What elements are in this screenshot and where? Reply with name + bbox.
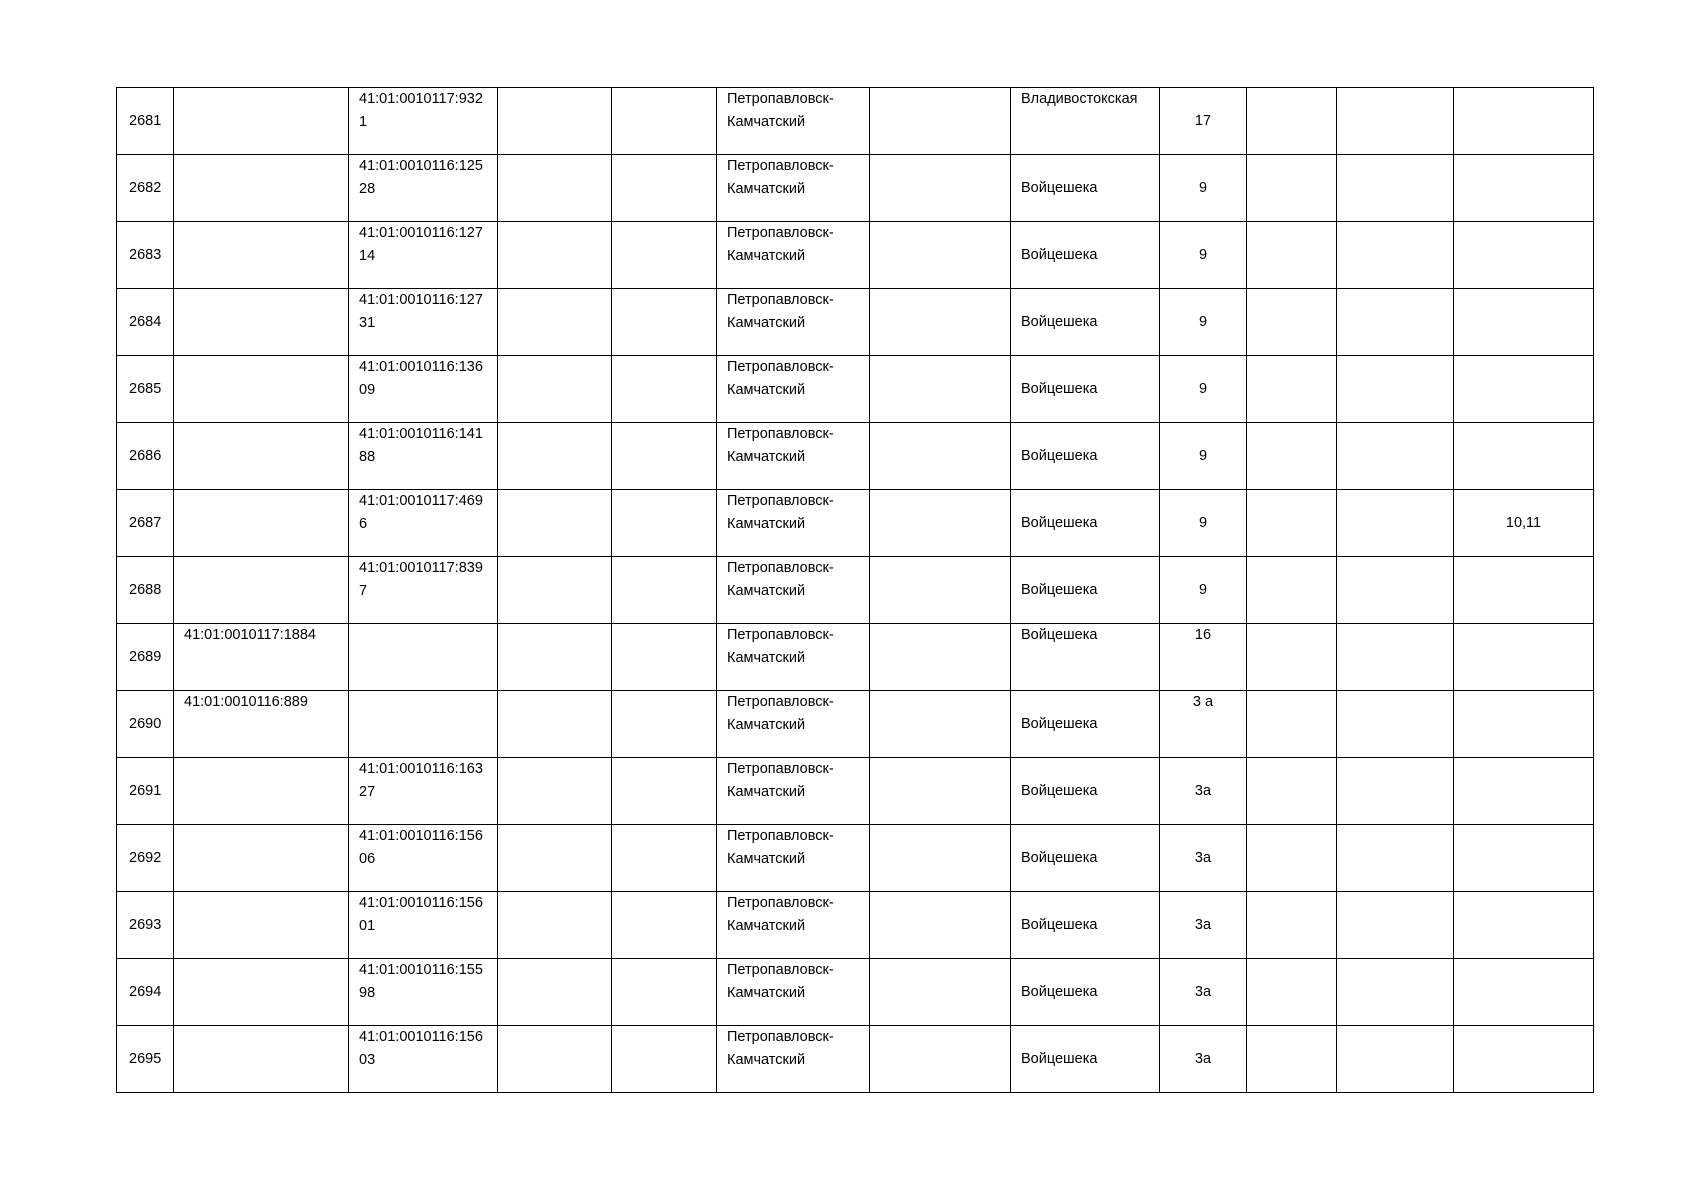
empty-cell bbox=[1247, 289, 1337, 356]
extra-number-cell bbox=[1454, 691, 1594, 758]
city-text: Петропавловск-Камчатский bbox=[727, 761, 834, 800]
row-number-cell bbox=[117, 825, 174, 892]
empty-cell bbox=[1337, 892, 1454, 959]
row-number-text: 2691 bbox=[129, 782, 162, 799]
object-cadastral-number-cell bbox=[349, 423, 498, 490]
city-cell bbox=[717, 758, 870, 825]
extra-number-text: 10,11 bbox=[1505, 514, 1542, 531]
empty-cell bbox=[870, 289, 1011, 356]
row-number-text: 2694 bbox=[129, 983, 162, 1000]
empty-cell bbox=[498, 691, 612, 758]
empty-cell bbox=[870, 624, 1011, 691]
house-number-text: 16 bbox=[1194, 627, 1212, 643]
object-cadastral-number-cell bbox=[349, 624, 498, 691]
empty-cell bbox=[612, 1026, 717, 1093]
row-number-text: 2686 bbox=[129, 447, 162, 464]
row-number-cell bbox=[117, 423, 174, 490]
object-cadastral-number-text: 41:01:0010116:15601 bbox=[359, 895, 483, 934]
address-register-table bbox=[116, 87, 1594, 1093]
object-cadastral-number-text: 41:01:0010117:9321 bbox=[359, 91, 483, 130]
empty-cell bbox=[1247, 356, 1337, 423]
empty-cell bbox=[498, 1026, 612, 1093]
empty-cell bbox=[498, 222, 612, 289]
city-text: Петропавловск-Камчатский bbox=[727, 158, 834, 197]
empty-cell bbox=[1247, 691, 1337, 758]
house-number-text: 3а bbox=[1194, 849, 1212, 866]
object-cadastral-number-text: 41:01:0010116:12528 bbox=[359, 158, 483, 197]
street-text: Войцешека bbox=[1021, 246, 1098, 263]
house-number-text: 9 bbox=[1198, 514, 1208, 531]
table-body bbox=[117, 88, 1594, 1093]
land-cadastral-number-cell bbox=[174, 490, 349, 557]
empty-cell bbox=[870, 356, 1011, 423]
empty-cell bbox=[612, 959, 717, 1026]
extra-number-cell bbox=[1454, 892, 1594, 959]
table-row bbox=[117, 557, 1594, 624]
row-number-text: 2681 bbox=[129, 112, 162, 129]
street-text: Войцешека bbox=[1021, 380, 1098, 397]
land-cadastral-number-cell bbox=[174, 892, 349, 959]
empty-cell bbox=[498, 356, 612, 423]
empty-cell bbox=[870, 1026, 1011, 1093]
table-row bbox=[117, 356, 1594, 423]
street-cell bbox=[1011, 691, 1160, 758]
empty-cell bbox=[1247, 557, 1337, 624]
row-number-text: 2690 bbox=[129, 715, 162, 732]
object-cadastral-number-cell bbox=[349, 825, 498, 892]
empty-cell bbox=[498, 155, 612, 222]
empty-cell bbox=[1337, 356, 1454, 423]
house-number-cell bbox=[1160, 289, 1247, 356]
house-number-cell bbox=[1160, 892, 1247, 959]
land-cadastral-number-cell bbox=[174, 155, 349, 222]
empty-cell bbox=[1247, 624, 1337, 691]
empty-cell bbox=[612, 289, 717, 356]
extra-number-cell bbox=[1454, 490, 1594, 557]
empty-cell bbox=[870, 825, 1011, 892]
house-number-text: 3а bbox=[1194, 916, 1212, 933]
row-number-cell bbox=[117, 356, 174, 423]
empty-cell bbox=[870, 222, 1011, 289]
extra-number-cell bbox=[1454, 624, 1594, 691]
row-number-text: 2684 bbox=[129, 313, 162, 330]
street-text: Войцешека bbox=[1021, 983, 1098, 1000]
city-cell bbox=[717, 892, 870, 959]
extra-number-cell bbox=[1454, 825, 1594, 892]
empty-cell bbox=[1247, 758, 1337, 825]
street-text: Владивостокская bbox=[1021, 91, 1138, 107]
city-cell bbox=[717, 1026, 870, 1093]
city-text: Петропавловск-Камчатский bbox=[727, 359, 834, 398]
empty-cell bbox=[1337, 959, 1454, 1026]
empty-cell bbox=[1247, 959, 1337, 1026]
row-number-cell bbox=[117, 490, 174, 557]
row-number-text: 2688 bbox=[129, 581, 162, 598]
empty-cell bbox=[1337, 557, 1454, 624]
empty-cell bbox=[1337, 88, 1454, 155]
row-number-text: 2682 bbox=[129, 179, 162, 196]
table-row bbox=[117, 825, 1594, 892]
house-number-cell bbox=[1160, 557, 1247, 624]
table-row bbox=[117, 155, 1594, 222]
empty-cell bbox=[612, 155, 717, 222]
empty-cell bbox=[612, 691, 717, 758]
empty-cell bbox=[870, 423, 1011, 490]
house-number-text: 3а bbox=[1194, 983, 1212, 1000]
extra-number-cell bbox=[1454, 155, 1594, 222]
empty-cell bbox=[1337, 825, 1454, 892]
empty-cell bbox=[1337, 155, 1454, 222]
row-number-text: 2683 bbox=[129, 246, 162, 263]
house-number-text: 17 bbox=[1194, 112, 1212, 129]
row-number-cell bbox=[117, 222, 174, 289]
extra-number-cell bbox=[1454, 758, 1594, 825]
row-number-cell bbox=[117, 892, 174, 959]
empty-cell bbox=[498, 88, 612, 155]
object-cadastral-number-cell bbox=[349, 490, 498, 557]
street-text: Войцешека bbox=[1021, 313, 1098, 330]
house-number-text: 3а bbox=[1194, 782, 1212, 799]
table-row bbox=[117, 490, 1594, 557]
house-number-cell bbox=[1160, 1026, 1247, 1093]
house-number-text: 9 bbox=[1198, 246, 1208, 263]
street-cell bbox=[1011, 959, 1160, 1026]
house-number-cell bbox=[1160, 758, 1247, 825]
object-cadastral-number-cell bbox=[349, 557, 498, 624]
city-text: Петропавловск-Камчатский bbox=[727, 560, 834, 599]
empty-cell bbox=[1337, 691, 1454, 758]
empty-cell bbox=[612, 423, 717, 490]
land-cadastral-number-cell bbox=[174, 959, 349, 1026]
table-row bbox=[117, 959, 1594, 1026]
city-text: Петропавловск-Камчатский bbox=[727, 828, 834, 867]
city-cell bbox=[717, 155, 870, 222]
street-cell bbox=[1011, 289, 1160, 356]
house-number-text: 9 bbox=[1198, 313, 1208, 330]
house-number-text: 9 bbox=[1198, 380, 1208, 397]
extra-number-cell bbox=[1454, 1026, 1594, 1093]
empty-cell bbox=[612, 624, 717, 691]
empty-cell bbox=[1247, 825, 1337, 892]
land-cadastral-number-cell bbox=[174, 423, 349, 490]
land-cadastral-number-cell bbox=[174, 825, 349, 892]
house-number-cell bbox=[1160, 959, 1247, 1026]
empty-cell bbox=[1337, 289, 1454, 356]
empty-cell bbox=[498, 423, 612, 490]
street-cell bbox=[1011, 1026, 1160, 1093]
house-number-cell bbox=[1160, 490, 1247, 557]
city-text: Петропавловск-Камчатский bbox=[727, 493, 834, 532]
empty-cell bbox=[870, 155, 1011, 222]
land-cadastral-number-cell bbox=[174, 557, 349, 624]
empty-cell bbox=[870, 88, 1011, 155]
object-cadastral-number-cell bbox=[349, 758, 498, 825]
empty-cell bbox=[1247, 1026, 1337, 1093]
row-number-cell bbox=[117, 1026, 174, 1093]
extra-number-cell bbox=[1454, 423, 1594, 490]
empty-cell bbox=[1247, 490, 1337, 557]
city-text: Петропавловск-Камчатский bbox=[727, 694, 834, 733]
street-cell bbox=[1011, 892, 1160, 959]
street-cell bbox=[1011, 624, 1160, 691]
empty-cell bbox=[870, 490, 1011, 557]
empty-cell bbox=[1337, 758, 1454, 825]
empty-cell bbox=[1337, 423, 1454, 490]
empty-cell bbox=[612, 88, 717, 155]
street-cell bbox=[1011, 557, 1160, 624]
city-text: Петропавловск-Камчатский bbox=[727, 91, 834, 130]
city-text: Петропавловск-Камчатский bbox=[727, 627, 834, 666]
empty-cell bbox=[1337, 222, 1454, 289]
street-text: Войцешека bbox=[1021, 581, 1098, 598]
object-cadastral-number-text: 41:01:0010116:15606 bbox=[359, 828, 483, 867]
house-number-text: 9 bbox=[1198, 179, 1208, 196]
table-row bbox=[117, 222, 1594, 289]
city-cell bbox=[717, 825, 870, 892]
empty-cell bbox=[1337, 1026, 1454, 1093]
object-cadastral-number-cell bbox=[349, 222, 498, 289]
object-cadastral-number-text: 41:01:0010116:15598 bbox=[359, 962, 483, 1001]
table-row bbox=[117, 758, 1594, 825]
empty-cell bbox=[498, 825, 612, 892]
empty-cell bbox=[498, 490, 612, 557]
empty-cell bbox=[612, 758, 717, 825]
street-cell bbox=[1011, 423, 1160, 490]
house-number-cell bbox=[1160, 691, 1247, 758]
empty-cell bbox=[870, 758, 1011, 825]
table-row bbox=[117, 289, 1594, 356]
empty-cell bbox=[1247, 88, 1337, 155]
row-number-cell bbox=[117, 88, 174, 155]
house-number-cell bbox=[1160, 222, 1247, 289]
table-row bbox=[117, 624, 1594, 691]
empty-cell bbox=[498, 557, 612, 624]
street-text: Войцешека bbox=[1021, 916, 1098, 933]
city-cell bbox=[717, 490, 870, 557]
row-number-cell bbox=[117, 289, 174, 356]
extra-number-cell bbox=[1454, 959, 1594, 1026]
house-number-cell bbox=[1160, 155, 1247, 222]
city-cell bbox=[717, 557, 870, 624]
city-text: Петропавловск-Камчатский bbox=[727, 225, 834, 264]
empty-cell bbox=[612, 825, 717, 892]
row-number-text: 2695 bbox=[129, 1050, 162, 1067]
house-number-text: 9 bbox=[1198, 447, 1208, 464]
house-number-cell bbox=[1160, 624, 1247, 691]
street-cell bbox=[1011, 825, 1160, 892]
house-number-text: 9 bbox=[1198, 581, 1208, 598]
object-cadastral-number-text: 41:01:0010116:13609 bbox=[359, 359, 483, 398]
street-text: Войцешека bbox=[1021, 179, 1098, 196]
empty-cell bbox=[612, 557, 717, 624]
object-cadastral-number-cell bbox=[349, 959, 498, 1026]
empty-cell bbox=[498, 959, 612, 1026]
city-cell bbox=[717, 222, 870, 289]
row-number-text: 2693 bbox=[129, 916, 162, 933]
empty-cell bbox=[612, 356, 717, 423]
empty-cell bbox=[1337, 490, 1454, 557]
house-number-cell bbox=[1160, 88, 1247, 155]
street-text: Войцешека bbox=[1021, 715, 1098, 732]
object-cadastral-number-cell bbox=[349, 691, 498, 758]
land-cadastral-number-cell bbox=[174, 1026, 349, 1093]
empty-cell bbox=[870, 557, 1011, 624]
city-cell bbox=[717, 624, 870, 691]
land-cadastral-number-cell bbox=[174, 758, 349, 825]
table-row bbox=[117, 423, 1594, 490]
object-cadastral-number-text: 41:01:0010117:4696 bbox=[359, 493, 483, 532]
empty-cell bbox=[870, 959, 1011, 1026]
object-cadastral-number-text: 41:01:0010116:12714 bbox=[359, 225, 483, 264]
empty-cell bbox=[1247, 892, 1337, 959]
empty-cell bbox=[498, 289, 612, 356]
row-number-text: 2687 bbox=[129, 514, 162, 531]
extra-number-cell bbox=[1454, 222, 1594, 289]
street-text: Войцешека bbox=[1021, 782, 1098, 799]
extra-number-cell bbox=[1454, 88, 1594, 155]
land-cadastral-number-cell bbox=[174, 356, 349, 423]
house-number-text: 3 а bbox=[1192, 694, 1214, 710]
street-text: Войцешека bbox=[1021, 514, 1098, 531]
land-cadastral-number-text: 41:01:0010116:889 bbox=[184, 694, 308, 710]
city-cell bbox=[717, 88, 870, 155]
street-cell bbox=[1011, 222, 1160, 289]
empty-cell bbox=[1337, 624, 1454, 691]
empty-cell bbox=[612, 222, 717, 289]
land-cadastral-number-cell bbox=[174, 289, 349, 356]
row-number-text: 2692 bbox=[129, 849, 162, 866]
row-number-cell bbox=[117, 624, 174, 691]
city-cell bbox=[717, 289, 870, 356]
extra-number-cell bbox=[1454, 356, 1594, 423]
row-number-cell bbox=[117, 691, 174, 758]
row-number-cell bbox=[117, 557, 174, 624]
row-number-cell bbox=[117, 155, 174, 222]
house-number-cell bbox=[1160, 356, 1247, 423]
object-cadastral-number-text: 41:01:0010116:14188 bbox=[359, 426, 483, 465]
object-cadastral-number-cell bbox=[349, 1026, 498, 1093]
city-cell bbox=[717, 959, 870, 1026]
row-number-text: 2689 bbox=[129, 648, 162, 665]
street-cell bbox=[1011, 88, 1160, 155]
street-cell bbox=[1011, 356, 1160, 423]
land-cadastral-number-cell bbox=[174, 88, 349, 155]
street-text: Войцешека bbox=[1021, 849, 1098, 866]
city-text: Петропавловск-Камчатский bbox=[727, 962, 834, 1001]
object-cadastral-number-text: 41:01:0010116:12731 bbox=[359, 292, 483, 331]
empty-cell bbox=[870, 691, 1011, 758]
extra-number-cell bbox=[1454, 557, 1594, 624]
object-cadastral-number-cell bbox=[349, 155, 498, 222]
city-cell bbox=[717, 356, 870, 423]
land-cadastral-number-text: 41:01:0010117:1884 bbox=[184, 627, 316, 643]
table-row bbox=[117, 892, 1594, 959]
empty-cell bbox=[870, 892, 1011, 959]
city-text: Петропавловск-Камчатский bbox=[727, 292, 834, 331]
empty-cell bbox=[498, 758, 612, 825]
empty-cell bbox=[612, 490, 717, 557]
house-number-cell bbox=[1160, 423, 1247, 490]
street-text: Войцешека bbox=[1021, 1050, 1098, 1067]
object-cadastral-number-cell bbox=[349, 892, 498, 959]
land-cadastral-number-cell bbox=[174, 691, 349, 758]
object-cadastral-number-text: 41:01:0010116:16327 bbox=[359, 761, 483, 800]
object-cadastral-number-text: 41:01:0010116:15603 bbox=[359, 1029, 483, 1068]
table-row bbox=[117, 88, 1594, 155]
street-cell bbox=[1011, 758, 1160, 825]
house-number-text: 3а bbox=[1194, 1050, 1212, 1067]
city-text: Петропавловск-Камчатский bbox=[727, 426, 834, 465]
object-cadastral-number-text: 41:01:0010117:8397 bbox=[359, 560, 483, 599]
land-cadastral-number-cell bbox=[174, 222, 349, 289]
empty-cell bbox=[498, 892, 612, 959]
city-cell bbox=[717, 691, 870, 758]
street-cell bbox=[1011, 155, 1160, 222]
table-row bbox=[117, 691, 1594, 758]
object-cadastral-number-cell bbox=[349, 88, 498, 155]
city-cell bbox=[717, 423, 870, 490]
city-text: Петропавловск-Камчатский bbox=[727, 1029, 834, 1068]
street-text: Войцешека bbox=[1021, 627, 1098, 643]
object-cadastral-number-cell bbox=[349, 356, 498, 423]
row-number-cell bbox=[117, 758, 174, 825]
empty-cell bbox=[1247, 222, 1337, 289]
street-text: Войцешека bbox=[1021, 447, 1098, 464]
extra-number-cell bbox=[1454, 289, 1594, 356]
row-number-cell bbox=[117, 959, 174, 1026]
empty-cell bbox=[612, 892, 717, 959]
house-number-cell bbox=[1160, 825, 1247, 892]
empty-cell bbox=[1247, 155, 1337, 222]
empty-cell bbox=[1247, 423, 1337, 490]
street-cell bbox=[1011, 490, 1160, 557]
object-cadastral-number-cell bbox=[349, 289, 498, 356]
row-number-text: 2685 bbox=[129, 380, 162, 397]
table-row bbox=[117, 1026, 1594, 1093]
land-cadastral-number-cell bbox=[174, 624, 349, 691]
city-text: Петропавловск-Камчатский bbox=[727, 895, 834, 934]
empty-cell bbox=[498, 624, 612, 691]
